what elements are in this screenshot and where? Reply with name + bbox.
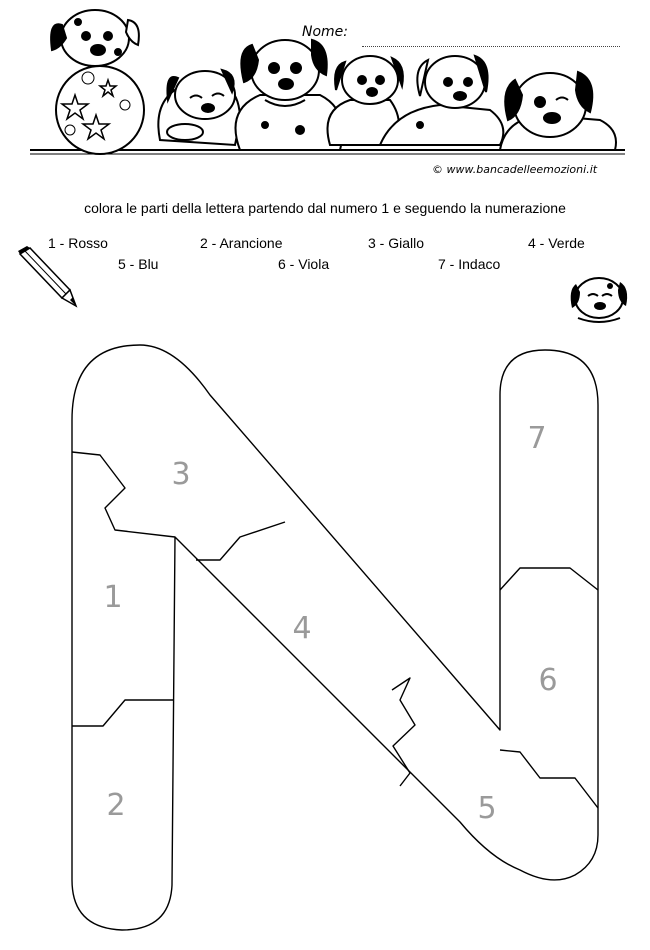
divider-1-2 [72,700,174,726]
region-label-3: 3 [171,457,191,492]
legend-item-1: 1 - Rosso [48,235,108,251]
letter-outline [72,345,598,930]
legend-item-7: 7 - Indaco [438,256,501,272]
site-credit: © www.bancadelleemozioni.it [432,163,598,176]
puppy-6-icon [500,72,616,150]
region-label-7: 7 [527,421,547,456]
legend-item-5: 5 - Blu [118,256,159,272]
letter-n-diagram [0,330,650,950]
region-label-1: 1 [103,580,123,615]
divider-6-7 [500,568,598,590]
name-write-line[interactable] [362,46,620,47]
small-puppy-icon [566,270,632,324]
ball-icon [56,66,144,154]
divider-5-6 [500,750,598,808]
name-label: Nome: [302,24,349,40]
puppy-1-icon [51,10,139,66]
legend-item-4: 4 - Verde [528,235,585,251]
legend-item-6: 6 - Viola [278,256,330,272]
legend-item-2: 2 - Arancione [200,235,283,251]
pencil-icon [14,244,78,310]
region-label-6: 6 [538,663,558,698]
instruction-text: colora le parti della lettera partendo dal numero 1 e seguendo la numerazione [84,200,566,216]
puppy-3-icon [236,40,343,150]
puppy-2-icon [158,70,240,145]
divider-3-4 [196,522,285,560]
legend-item-3: 3 - Giallo [368,235,425,251]
region-label-4: 4 [292,611,312,646]
divider-4-5 [392,678,415,786]
divider-1-3 [72,452,175,537]
region-label-2: 2 [106,788,126,823]
region-label-5: 5 [477,791,497,826]
